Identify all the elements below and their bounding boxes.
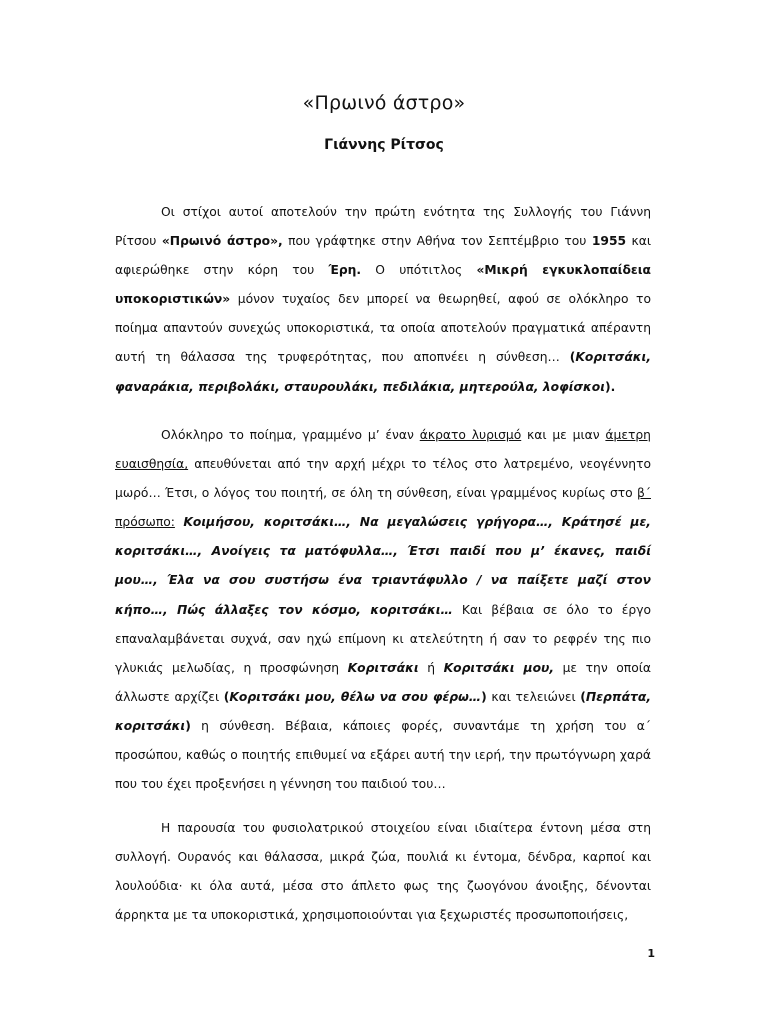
- underlined-text: β΄ πρόσωπο:: [115, 486, 651, 530]
- text-run: η σύνθεση. Βέβαια, κάποιες φορές, συναντάμε τη χρήση του α΄ προσώπου, καθώς ο ποιητής επιθυμεί να εξάρει αυτή την ιερή, την πρωτόγνωρη χαρά που του έχει προξενήσει η γέννηση του παιδιού του…: [115, 718, 651, 792]
- paragraph-lyricism: [115, 421, 651, 799]
- bold-text: «Μικρή εγκυκλοπαίδεια υποκοριστικών»: [115, 263, 652, 307]
- text-run: απευθύνεται από την αρχή μέχρι το τέλος στο λατρεμένο, νεογέννητο μωρό… Έτσι, ο λόγος του ποιητή, σε όλη τη σύνθεση, είναι γραμμένος κυρίως στο: [115, 457, 651, 501]
- bold-text: 1955: [591, 234, 627, 249]
- bold-italic-text: Κοριτσάκι, φαναράκια, περιβολάκι, σταυρουλάκι, πεδιλάκια, μητερούλα, λοφίσκοι: [115, 350, 651, 394]
- bold-text: «Πρωινό άστρο»,: [161, 234, 283, 249]
- text-run: με την οποία άλλωστε αρχίζει: [115, 660, 651, 704]
- text-run: ή: [418, 660, 444, 675]
- bold-text: (: [223, 689, 230, 704]
- bold-text: ).: [605, 379, 616, 394]
- document-title: «Πρωινό άστρο»: [302, 92, 466, 114]
- text-run: που γράφτηκε στην Αθήνα τον Σεπτέμβριο του: [282, 234, 592, 249]
- bold-text: (: [569, 350, 576, 365]
- bold-italic-text: Κοριτσάκι μου,: [443, 660, 554, 675]
- bold-italic-text: Περπάτα, κοριτσάκι: [115, 689, 651, 733]
- bold-italic-text: Κοριτσάκι μου, θέλω να σου φέρω…: [229, 689, 482, 704]
- text-run: Η παρουσία του φυσιολατρικού στοιχείου είναι ιδιαίτερα έντονη μέσα στη συλλογή. Ουρανός και θάλασσα, μικρά ζώα, πουλιά κι έντομα, δένδρα, καρποί και λουλούδια· κι όλα αυτά, μέσα στο άπλετο φως της ζωογόνου άνοιξης, δένονται άρρηκτα με τα υποκοριστικά, χρησιμοποιούνται για ξεχωριστές προσωποποιήσεις,: [115, 821, 651, 923]
- bold-text: Έρη.: [328, 263, 362, 278]
- text-run: Ο υπότιτλος: [361, 263, 477, 278]
- text-run: Και βέβαια σε όλο το έργο επαναλαμβάνεται συχνά, σαν ηχώ επίμονη κι ατελεύτητη ή σαν το ρεφρέν της πιο γλυκιάς μελωδίας, η προσφώνηση: [115, 602, 651, 675]
- document-author: Γιάννης Ρίτσος: [324, 137, 444, 153]
- text-run: και τελειώνει: [486, 689, 581, 704]
- bold-italic-text: Κοιμήσου, κοριτσάκι…, Να μεγαλώσεις γρήγορα…, Κράτησέ με, κοριτσάκι…, Ανοίγεις τα ματόφυλλα…, Έτσι παιδί που μ’ έκανες, παιδί μου…, Έλα να σου συστήσω ένα τριαντάφυλλο / να παίξετε μαζί στον κήπο…, Πώς άλλαξες τον κόσμο, κοριτσάκι…: [115, 515, 651, 617]
- text-run: και με μιαν: [521, 428, 606, 442]
- bold-text: ): [185, 718, 191, 733]
- text-run: Οι στίχοι αυτοί αποτελούν την πρώτη ενότητα της Συλλογής του Γιάννη Ρίτσου: [115, 205, 651, 249]
- paragraph-intro: [115, 198, 651, 402]
- text-run: Ολόκληρο το ποίημα, γραμμένο μ’ έναν: [161, 428, 420, 442]
- bold-text: (: [580, 689, 586, 704]
- bold-text: ): [481, 689, 487, 704]
- underlined-text: άμετρη ευαισθησία,: [115, 428, 651, 472]
- text-run: και αφιερώθηκε στην κόρη του: [115, 234, 651, 278]
- page-number: 1: [647, 947, 655, 960]
- underlined-text: άκρατο λυρισμό: [419, 428, 522, 442]
- bold-italic-text: Κοριτσάκι: [347, 660, 419, 675]
- paragraph-nature: [115, 814, 651, 930]
- text-run: μόνον τυχαίος δεν μπορεί να θεωρηθεί, αφού σε ολόκληρο το ποίημα απαντούν συνεχώς υποκοριστικά, τα οποία αποτελούν πραγματικά απέραντη αυτή τη θάλασσα της τρυφερότητας, που αποπνέει η σύνθεση…: [115, 292, 651, 365]
